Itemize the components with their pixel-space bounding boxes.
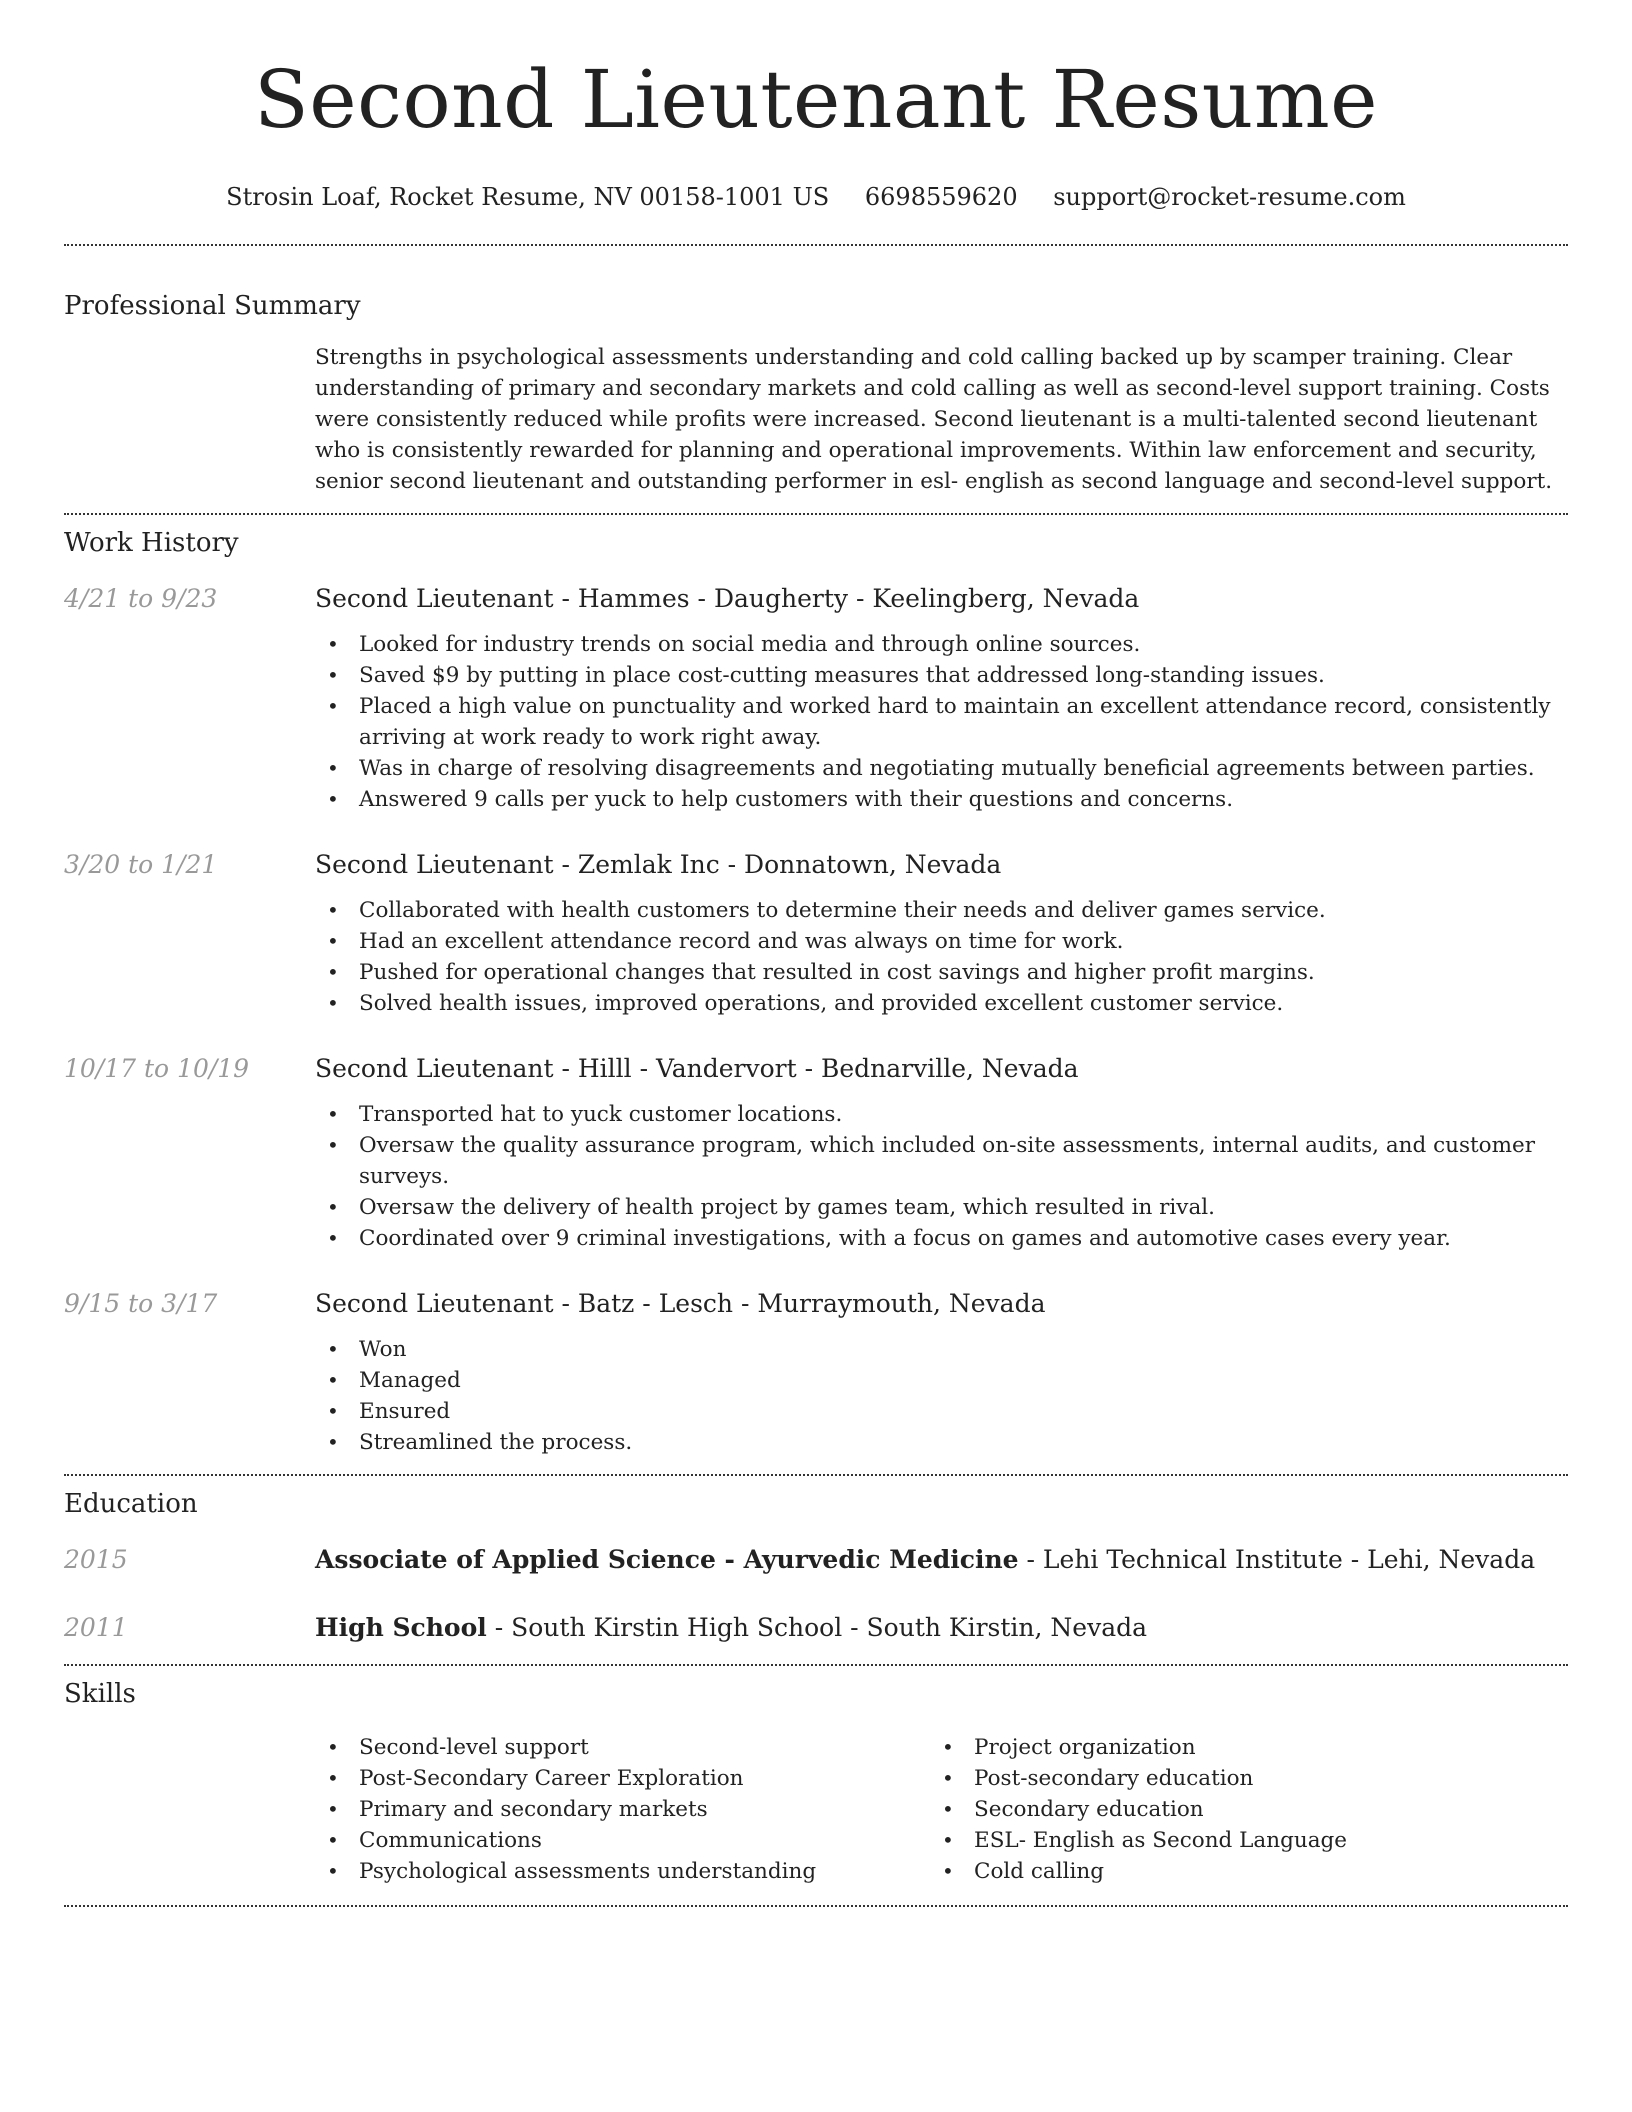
- job-title: Second Lieutenant - Zemlak Inc - Donnatown, Nevada: [315, 850, 1002, 879]
- job-dates: 9/15 to 3/17: [64, 1289, 218, 1318]
- education-year: 2011: [64, 1613, 128, 1642]
- skills-row: [64, 1732, 1568, 1887]
- resume-page: [64, 0, 1568, 1907]
- skills-list-right: [930, 1732, 1545, 1887]
- list-item: • Transported hat to yuck customer locations.: [315, 1099, 1568, 1130]
- skill-item: • Project organization: [930, 1732, 1545, 1763]
- contact-phone: 6698559620: [864, 183, 1018, 211]
- list-item: • Saved $9 by putting in place cost-cutting measures that addressed long-standing issues.: [315, 660, 1568, 691]
- skill-item: • Psychological assessments understanding: [315, 1856, 930, 1887]
- education-institution: - South Kirstin High School - South Kirstin, Nevada: [486, 1613, 1148, 1642]
- contact-line: [64, 182, 1568, 212]
- job-bullets: [315, 1334, 1568, 1458]
- skill-item: • Post-Secondary Career Exploration: [315, 1763, 930, 1794]
- job-bullets: [315, 629, 1568, 815]
- skills-spacer: [64, 1732, 315, 1887]
- job-entry: [64, 1053, 1568, 1254]
- job-dates: 3/20 to 1/21: [64, 850, 218, 879]
- list-item: • Ensured: [315, 1396, 1568, 1427]
- contact-address: Strosin Loaf, Rocket Resume, NV 00158-1001 US: [226, 183, 830, 211]
- skill-item: • Primary and secondary markets: [315, 1794, 930, 1825]
- list-item: • Pushed for operational changes that resulted in cost savings and higher profit margins.: [315, 957, 1568, 988]
- education-heading: Education: [64, 1489, 198, 1519]
- summary-heading: Professional Summary: [64, 291, 361, 321]
- skills-heading: Skills: [64, 1679, 136, 1709]
- job-title: Second Lieutenant - Hilll - Vandervort - Bednarville, Nevada: [315, 1054, 1079, 1083]
- divider: [64, 1905, 1568, 1907]
- education-degree: High School: [315, 1613, 487, 1642]
- job-entry: [64, 849, 1568, 1019]
- list-item: • Won: [315, 1334, 1568, 1365]
- skill-item: • Secondary education: [930, 1794, 1545, 1825]
- divider: [64, 1474, 1568, 1476]
- job-entry: [64, 1288, 1568, 1458]
- summary-spacer: [64, 342, 315, 497]
- skill-item: • Communications: [315, 1825, 930, 1856]
- education-entry: [64, 1544, 1568, 1576]
- list-item: • Managed: [315, 1365, 1568, 1396]
- divider: [64, 1664, 1568, 1666]
- skill-item: • Post-secondary education: [930, 1763, 1545, 1794]
- resume-title: Second Lieutenant Resume: [253, 53, 1379, 146]
- divider: [64, 244, 1568, 246]
- list-item: • Oversaw the quality assurance program, which included on-site assessments, internal audits, and customer surveys.: [315, 1130, 1568, 1192]
- list-item: • Collaborated with health customers to determine their needs and deliver games service.: [315, 895, 1568, 926]
- list-item: • Looked for industry trends on social media and through online sources.: [315, 629, 1568, 660]
- job-dates: 10/17 to 10/19: [64, 1054, 250, 1083]
- job-entry: [64, 583, 1568, 815]
- list-item: • Was in charge of resolving disagreements and negotiating mutually beneficial agreements between parties.: [315, 753, 1568, 784]
- job-dates: 4/21 to 9/23: [64, 584, 218, 613]
- education-institution: - Lehi Technical Institute - Lehi, Nevada: [1018, 1545, 1536, 1574]
- job-bullets: [315, 1099, 1568, 1254]
- skill-item: • Cold calling: [930, 1856, 1545, 1887]
- summary-row: [64, 342, 1568, 497]
- work-history-heading: Work History: [64, 528, 239, 558]
- list-item: • Streamlined the process.: [315, 1427, 1568, 1458]
- education-entry: [64, 1612, 1568, 1644]
- divider: [64, 513, 1568, 515]
- list-item: • Oversaw the delivery of health project by games team, which resulted in rival.: [315, 1192, 1568, 1223]
- skills-list-left: [315, 1732, 930, 1887]
- list-item: • Placed a high value on punctuality and worked hard to maintain an excellent attendance record, consistently arriving at work ready to work right away.: [315, 691, 1568, 753]
- education-degree: Associate of Applied Science - Ayurvedic Medicine: [315, 1545, 1019, 1574]
- job-title: Second Lieutenant - Batz - Lesch - Murraymouth, Nevada: [315, 1289, 1046, 1318]
- skill-item: • Second-level support: [315, 1732, 930, 1763]
- job-bullets: [315, 895, 1568, 1019]
- job-title: Second Lieutenant - Hammes - Daugherty - Keelingberg, Nevada: [315, 584, 1140, 613]
- summary-text: Strengths in psychological assessments understanding and cold calling backed up by scamper training. Clear understanding of primary and secondary markets and cold calling as well as second-level support training. Costs were consistently reduced while profits were increased. Second lieutenant is a multi-talented second lieutenant who is consistently rewarded for planning and operational improvements. Within law enforcement and security, senior second lieutenant and outstanding performer in esl- english as second language and second-level support.: [315, 345, 1553, 494]
- education-year: 2015: [64, 1545, 128, 1574]
- list-item: • Coordinated over 9 criminal investigations, with a focus on games and automotive cases every year.: [315, 1223, 1568, 1254]
- skill-item: • ESL- English as Second Language: [930, 1825, 1545, 1856]
- resume-header: [64, 53, 1568, 212]
- list-item: • Had an excellent attendance record and was always on time for work.: [315, 926, 1568, 957]
- list-item: • Answered 9 calls per yuck to help customers with their questions and concerns.: [315, 784, 1568, 815]
- contact-email: support@rocket-resume.com: [1053, 183, 1406, 211]
- list-item: • Solved health issues, improved operations, and provided excellent customer service.: [315, 988, 1568, 1019]
